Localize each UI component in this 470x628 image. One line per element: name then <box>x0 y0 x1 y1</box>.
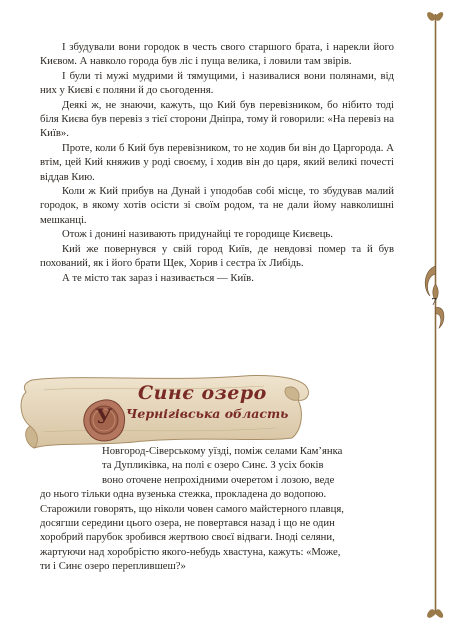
legend-body-text <box>40 40 394 285</box>
paragraph: Отож і донині називають придунайці те городище Києвець. <box>62 228 333 241</box>
page-number: 7 <box>431 296 437 308</box>
paragraph: А те місто так зараз і називається — Київ. <box>62 271 254 284</box>
text-line: до нього тільки одна вузенька стежка, прокладена до водопою. <box>40 488 327 501</box>
paragraph: Проте, коли б Кий був перевізником, то не ходив би він до Царгорода. А втім, цей Кий княжив у роді своєму, і ходив він до царя, який великі почесті віддав Кию. <box>40 141 394 183</box>
drop-cap-letter: У <box>95 404 113 428</box>
lake-legend-text <box>40 444 394 574</box>
text-line: Старожили говорять, що ніколи човен самого майстерного плавця, <box>40 502 344 515</box>
paragraph: Кий же повернувся у свій город Київ, де невдовзі помер та й був похований, як і його брати Щек, Хорив і сестра їх Либідь. <box>40 242 394 270</box>
text-line: жартуючи над хоробрістю якого-небудь хвастуна, кажуть: «Може, <box>40 545 341 558</box>
text-line: ти і Синє озеро переплившеш?» <box>40 560 186 573</box>
text-line: Новгород-Сіверському уїзді, поміж селами Кам’янка <box>102 445 343 457</box>
text-line: воно оточене непрохідними очеретом і лозою, веде <box>102 473 335 486</box>
section-subtitle: Чернігівська область <box>126 406 289 421</box>
paragraph: І збудували вони городок в честь свого старшого брата, і нарекли його Києвом. А навколо города був ліс і пуща велика, і ловили там звірів. <box>40 41 394 68</box>
paragraph: Коли ж Кий прибув на Дунай і уподобав собі місце, то збудував малий городок, в якому хотів осісти зі своїм родом, та не дали йому навколишні мешканці. <box>40 185 394 226</box>
paragraph: Деякі ж, не знаючи, кажуть, що Кий був перевізником, бо нібито тоді біля Києва був перевіз з тієї сторони Дніпра, тому й говорили: «На перевіз на Київ». <box>40 98 394 140</box>
paragraph: І були ті мужі мудрими й тямущими, і називалися вони полянами, від них у Києві є поляни й до сьогодення. <box>40 69 394 97</box>
ornamental-margin-rule <box>434 8 437 620</box>
text-line: та Дупликівка, на полі є озеро Синє. З усіх боків <box>102 459 324 472</box>
section-title: Синє озеро <box>138 382 267 404</box>
text-line: досягши середини цього озера, не повертався назад і що не один <box>40 517 335 530</box>
text-line: хоробрий парубок зробився жертвою своєї відваги. Іноді селяни, <box>40 531 335 544</box>
